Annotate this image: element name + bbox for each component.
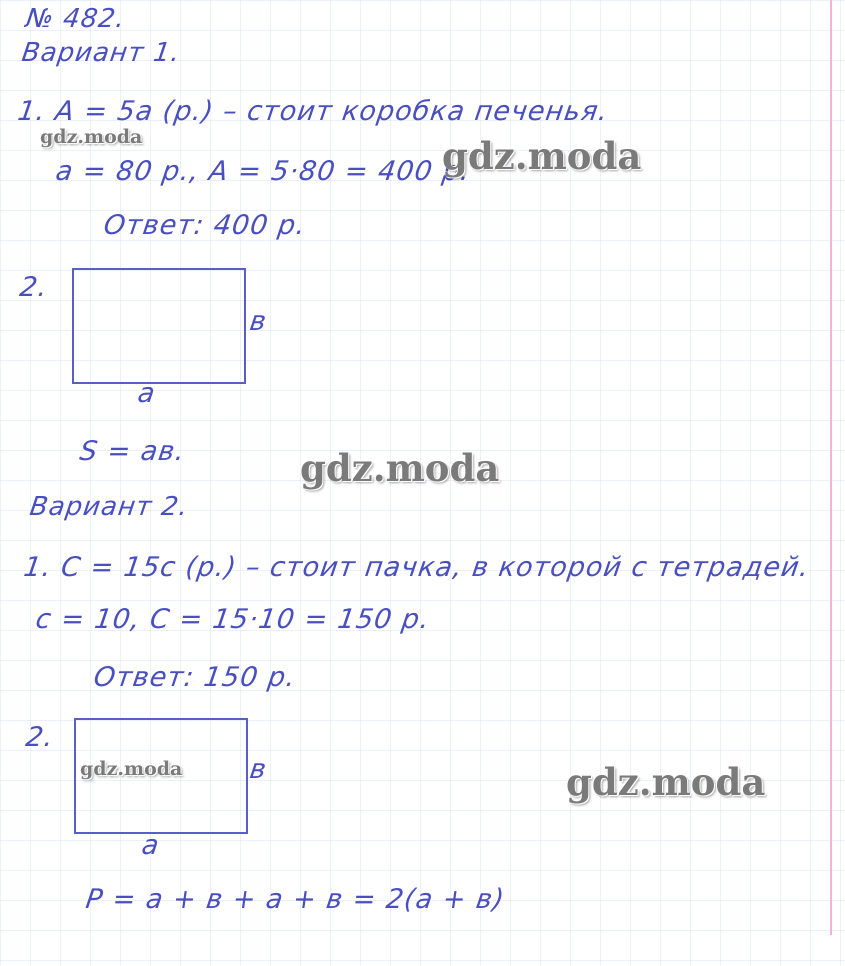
variant1-task2-number: 2. (17, 272, 50, 303)
variant2-task1-answer: Ответ: 150 р. (91, 662, 298, 693)
variant2-heading: Вариант 2. (27, 492, 191, 522)
variant1-area-formula: S = aв. (77, 436, 188, 467)
variant2-rect-side-a: a (139, 830, 162, 861)
variant2-rect-side-b: в (247, 754, 270, 785)
variant1-task1-answer: Ответ: 400 р. (101, 210, 308, 241)
variant1-heading: Вариант 1. (19, 38, 183, 68)
variant1-rectangle (72, 268, 246, 384)
problem-number: № 482. (23, 4, 128, 34)
watermark-top-right: gdz.moda (442, 134, 642, 178)
watermark-bottom-right: gdz.moda (566, 760, 766, 804)
variant2-perimeter-formula: P = a + в + a + в = 2(a + в) (83, 884, 507, 915)
variant2-task1-line1: 1. C = 15c (р.) – стоит пачка, в которой c тетрадей. (21, 552, 812, 583)
variant1-task1-line1: 1. A = 5a (р.) – стоит коробка печенья. (15, 96, 611, 127)
page-margin-line (830, 0, 832, 935)
variant1-rect-side-a: a (135, 378, 158, 409)
watermark-middle: gdz.moda (300, 446, 500, 490)
variant1-task1-line2: a = 80 р., A = 5·80 = 400 р. (53, 156, 473, 187)
variant1-rect-side-b: в (247, 306, 270, 337)
watermark-small-top: gdz.moda (40, 126, 143, 148)
variant2-task2-number: 2. (23, 722, 56, 753)
variant2-task1-line2: c = 10, C = 15·10 = 150 р. (33, 604, 432, 635)
watermark-in-rectangle: gdz.moda (80, 758, 183, 780)
